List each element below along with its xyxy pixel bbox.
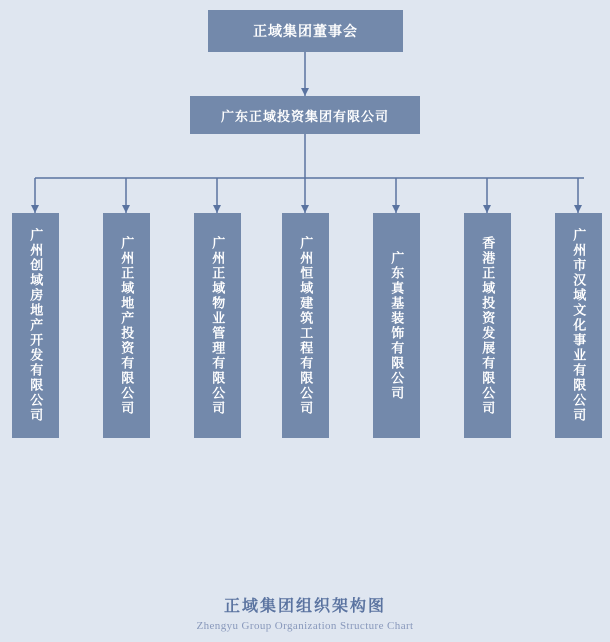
org-node-subsidiary-2[interactable] (103, 213, 150, 438)
org-node-subsidiary-7-label: 广州市汉域文化事业有限公司 (571, 228, 587, 423)
org-node-subsidiary-7[interactable] (555, 213, 602, 438)
org-node-subsidiary-3[interactable] (194, 213, 241, 438)
org-node-subsidiary-4-label: 广州恒域建筑工程有限公司 (298, 235, 314, 416)
caption-chinese: 正域集团组织架构图 (223, 598, 386, 615)
org-node-subsidiary-6[interactable] (464, 213, 511, 438)
org-node-subsidiary-5-label: 广东真基装饰有限公司 (389, 250, 405, 401)
org-node-subsidiary-4[interactable] (282, 213, 329, 438)
caption-english: Zhengyu Group Organization Structure Chart (196, 620, 414, 632)
org-node-group-company-label: 广东正域投资集团有限公司 (220, 108, 389, 124)
org-node-board[interactable] (208, 10, 403, 52)
org-node-subsidiary-5[interactable] (373, 213, 420, 438)
org-node-subsidiary-3-label: 广州正域物业管理有限公司 (210, 235, 226, 416)
org-node-board-label: 正域集团董事会 (253, 23, 358, 39)
org-node-subsidiary-2-label: 广州正域地产投资有限公司 (119, 235, 135, 416)
org-node-subsidiary-1-label: 广州创域房地产开发有限公司 (28, 228, 44, 423)
org-node-group-company[interactable] (190, 96, 420, 134)
org-node-subsidiary-6-label: 香港正域投资发展有限公司 (480, 235, 496, 416)
org-node-subsidiary-1[interactable] (12, 213, 59, 438)
